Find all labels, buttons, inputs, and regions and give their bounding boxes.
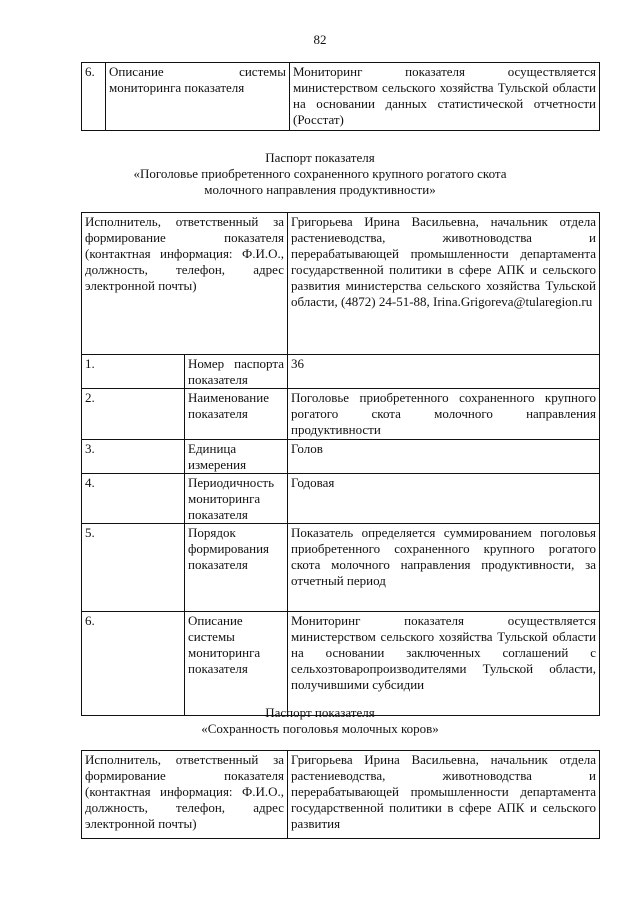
row-label: Единица измерения (185, 440, 288, 474)
row-number: 4. (82, 474, 185, 524)
row-value: Мониторинг показателя осуществляется министерством сельского хозяйства Тульской области на основании заключенных соглашений с сельхозтоваропроизводителями Тульской области, получившими субсидии (288, 612, 600, 716)
continued-table (81, 62, 600, 131)
table-row (82, 63, 600, 131)
table-row (82, 440, 600, 474)
executor-value: Григорьева Ирина Васильевна, начальник отдела растениеводства, животноводства и перерабатывающей промышленности департамента государственной политики в сфере АПК и сельского развития (288, 751, 600, 839)
page-number: 82 (313, 32, 327, 47)
row-number: 3. (82, 440, 185, 474)
table-row (82, 213, 600, 355)
row-number: 6. (82, 612, 185, 716)
table-row (82, 355, 600, 389)
row-value: Поголовье приобретенного сохраненного крупного рогатого скота молочного направления продуктивности (288, 389, 600, 440)
passport-title: Паспорт показателя (265, 150, 375, 165)
row-value: 36 (288, 355, 600, 389)
executor-label: Исполнитель, ответственный за формирование показателя (контактная информация: Ф.И.О., должность, телефон, адрес электронной почты) (82, 213, 288, 355)
passport-subtitle: «Сохранность поголовья молочных коров» (201, 721, 439, 736)
row-number: 2. (82, 389, 185, 440)
passport-table (81, 212, 600, 716)
passport-title: Паспорт показателя (265, 705, 375, 720)
row-number: 6. (82, 63, 106, 131)
table-row (82, 524, 600, 612)
row-number: 1. (82, 355, 185, 389)
row-label: Описание системы мониторинга показателя (185, 612, 288, 716)
passport-subtitle: «Поголовье приобретенного сохраненного крупного рогатого скота (133, 166, 507, 181)
passport-subtitle: молочного направления продуктивности» (204, 182, 436, 197)
row-label: Номер паспорта показателя (185, 355, 288, 389)
passport-heading (0, 150, 640, 198)
row-number: 5. (82, 524, 185, 612)
row-label: Периодичность мониторинга показателя (185, 474, 288, 524)
row-value: Годовая (288, 474, 600, 524)
row-label: Порядок формирования показателя (185, 524, 288, 612)
row-label: Описание системы мониторинга показателя (106, 63, 290, 131)
row-value: Голов (288, 440, 600, 474)
table-row (82, 612, 600, 716)
row-value: Мониторинг показателя осуществляется министерством сельского хозяйства Тульской области на основании данных статистической отчетности (Росстат) (290, 63, 600, 131)
row-label: Наименование показателя (185, 389, 288, 440)
table-row (82, 474, 600, 524)
executor-label: Исполнитель, ответственный за формирование показателя (контактная информация: Ф.И.О., должность, телефон, адрес электронной почты) (82, 751, 288, 839)
table-row (82, 389, 600, 440)
passport-heading (0, 705, 640, 737)
table-row (82, 751, 600, 839)
row-value: Показатель определяется суммированием поголовья приобретенного сохраненного крупного рогатого скота молочного направления продуктивности, за отчетный период (288, 524, 600, 612)
passport-table (81, 750, 600, 839)
executor-value: Григорьева Ирина Васильевна, начальник отдела растениеводства, животноводства и перерабатывающей промышленности департамента государственной политики в сфере АПК и сельского развития министерства сельского хозяйства Тульской области, (4872) 24-51-88, Irina.Grigoreva@tularegion.ru (288, 213, 600, 355)
